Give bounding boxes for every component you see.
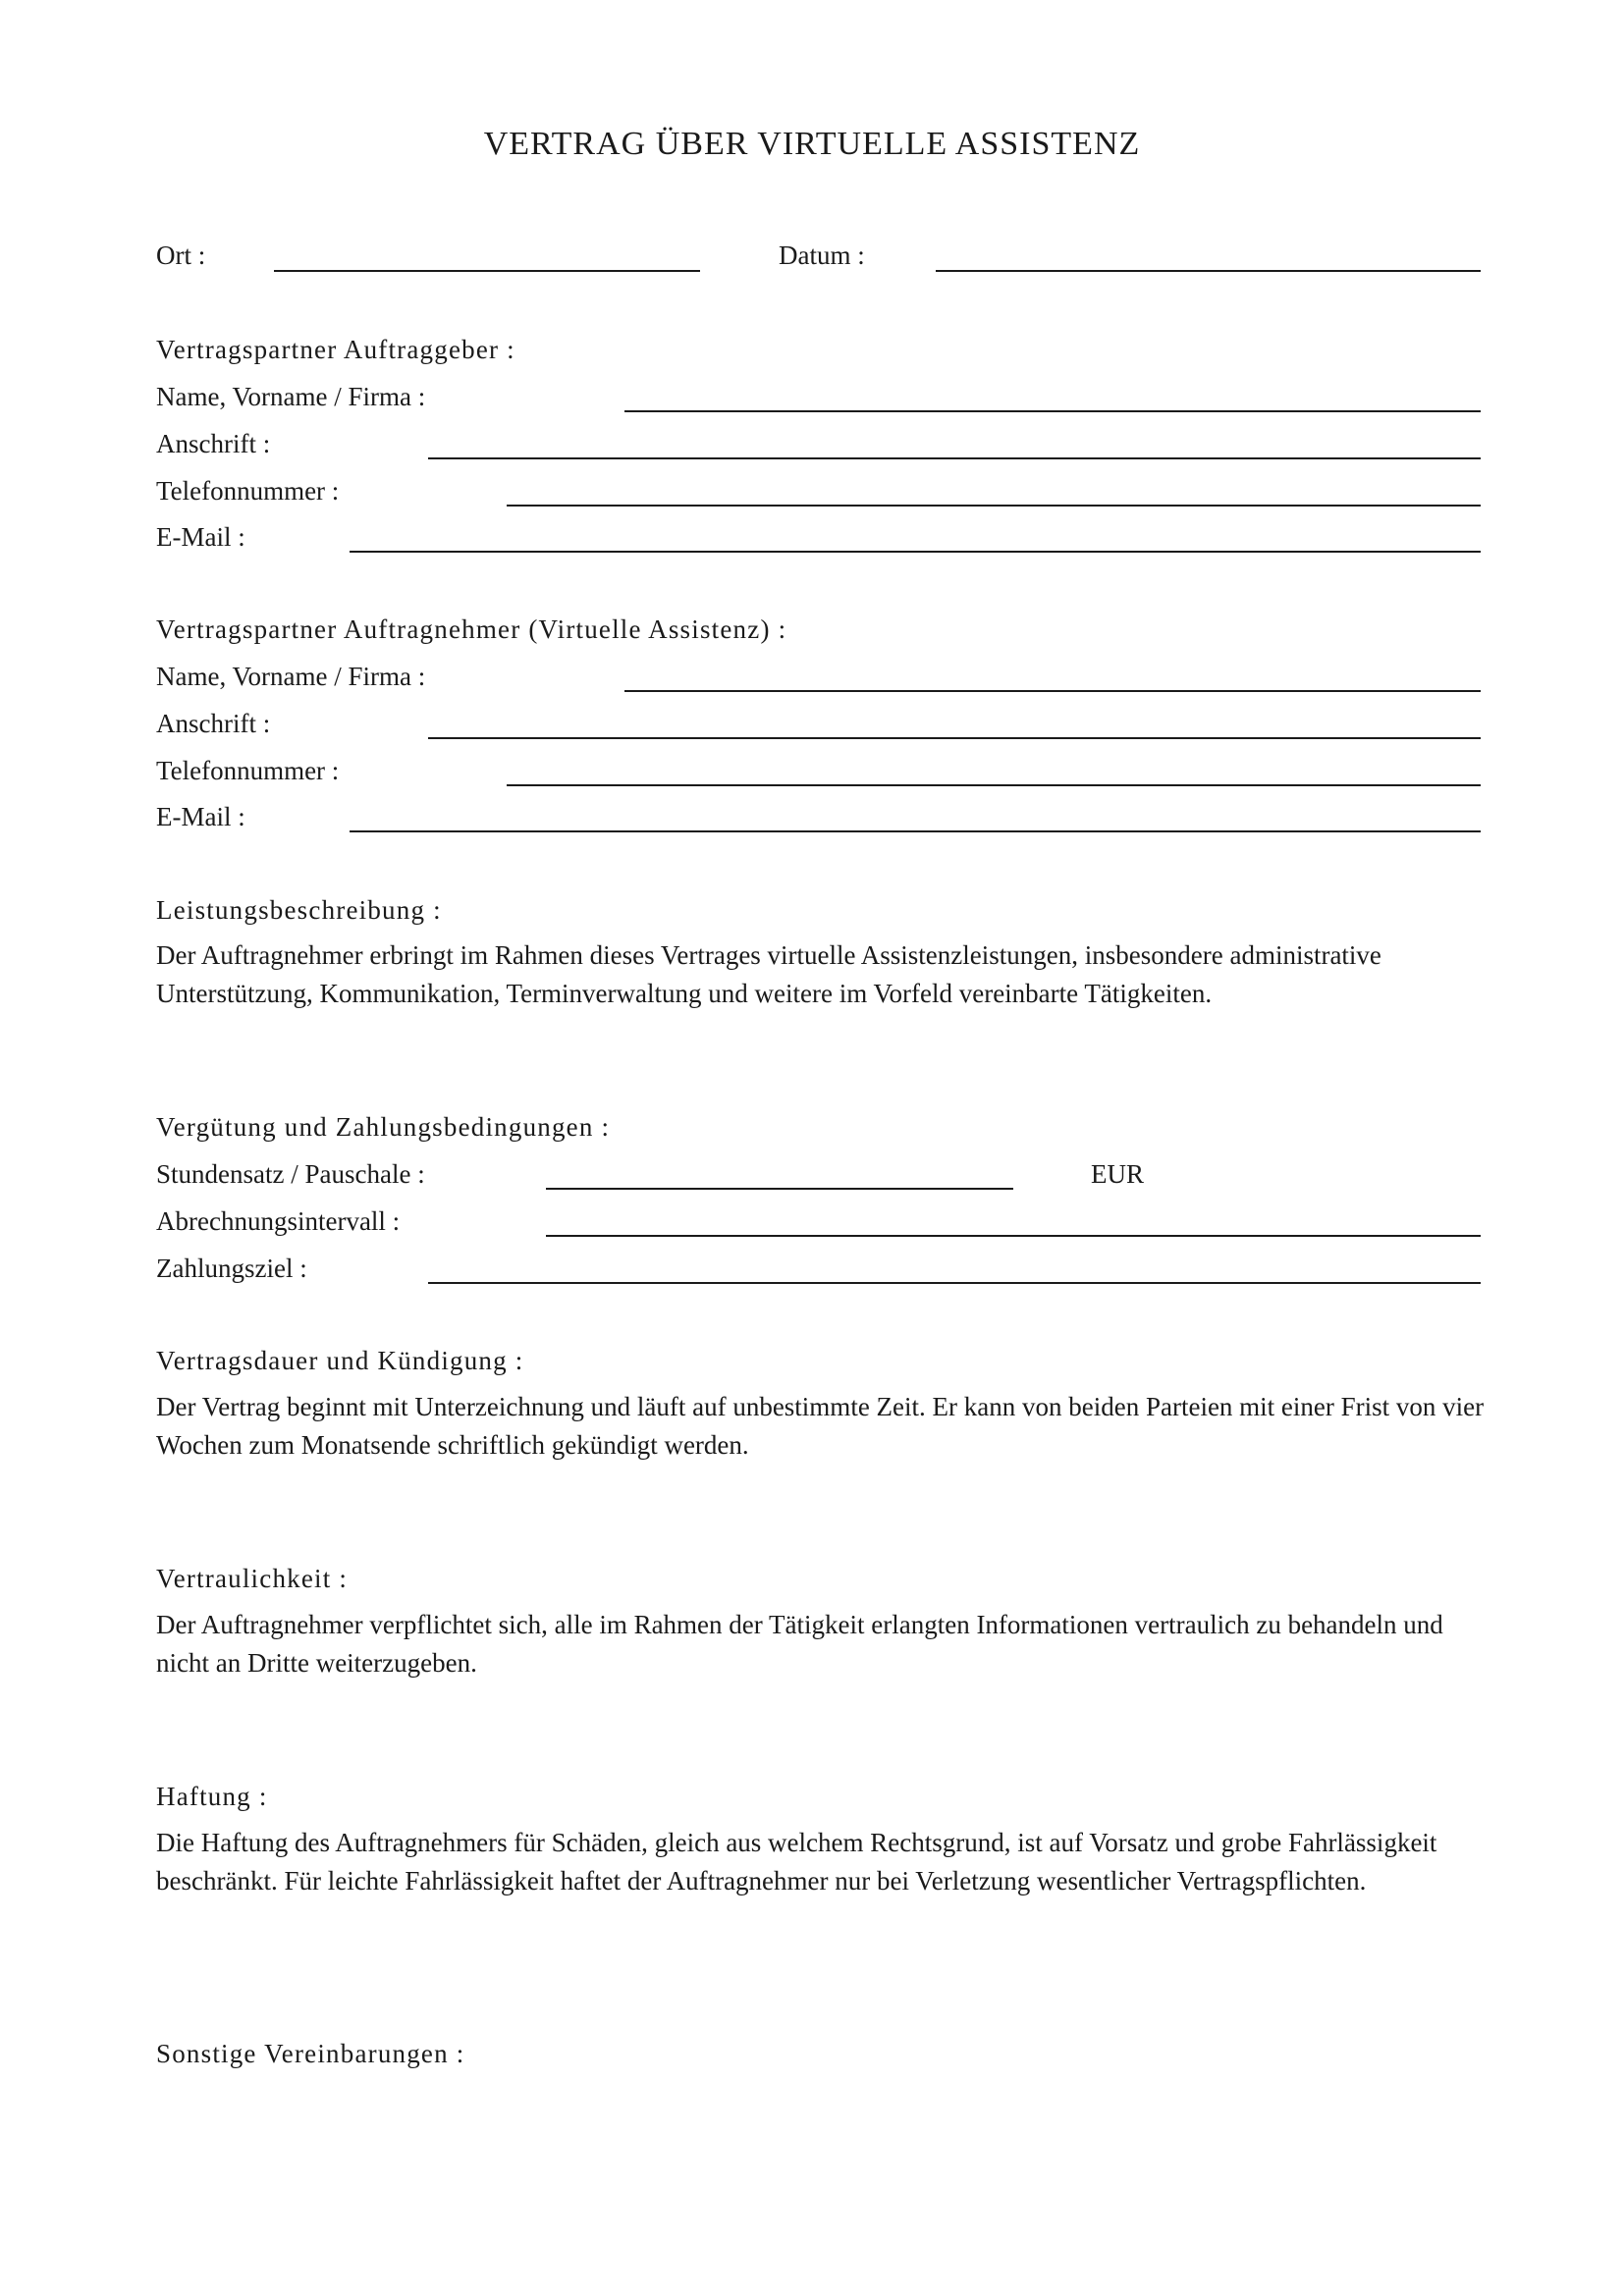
document-title: VERTRAG ÜBER VIRTUELLE ASSISTENZ [483, 126, 1141, 162]
auftraggeber-telefon-label: Telefonnummer : [156, 476, 340, 506]
ort-label: Ort : [156, 240, 206, 270]
auftraggeber-email-label: E-Mail : [156, 522, 245, 552]
currency-label: EUR [1091, 1159, 1144, 1189]
datum-field[interactable] [936, 270, 1481, 272]
auftraggeber-name-label: Name, Vorname / Firma : [156, 382, 426, 411]
datum-label: Datum : [779, 240, 865, 270]
auftragnehmer-email-field[interactable] [350, 830, 1481, 832]
stundensatz-field[interactable] [546, 1188, 1013, 1190]
verguetung-heading: Vergütung und Zahlungsbedingungen : [156, 1112, 611, 1142]
leistung-heading: Leistungsbeschreibung : [156, 895, 442, 925]
zahlungsziel-label: Zahlungsziel : [156, 1254, 307, 1283]
haftung-heading: Haftung : [156, 1782, 268, 1811]
abrechnungsintervall-field[interactable] [546, 1235, 1481, 1237]
auftragnehmer-telefon-field[interactable] [507, 784, 1481, 786]
auftraggeber-anschrift-label: Anschrift : [156, 429, 271, 458]
auftragnehmer-name-label: Name, Vorname / Firma : [156, 662, 426, 691]
vertraulichkeit-heading: Vertraulichkeit : [156, 1564, 349, 1593]
auftragnehmer-name-field[interactable] [624, 690, 1481, 692]
abrechnungsintervall-label: Abrechnungsintervall : [156, 1206, 401, 1236]
vertraulichkeit-text: Der Auftragnehmer verpflichtet sich, alle im Rahmen der Tätigkeit erlangten Informationen vertraulich zu behandeln und nicht an Dritte weiterzugeben. [156, 1610, 1443, 1678]
haftung-text: Die Haftung des Auftragnehmers für Schäden, gleich aus welchem Rechtsgrund, ist auf Vorsatz und grobe Fahrlässigkeit beschränkt. Für leichte Fahrlässigkeit haftet der Auftragnehmer nur bei Verletzung wesentlicher Vertragspflichten. [156, 1828, 1437, 1896]
dauer-text: Der Vertrag beginnt mit Unterzeichnung und läuft auf unbestimmte Zeit. Er kann von beiden Parteien mit einer Frist von vier Wochen zum Monatsende schriftlich gekündigt werden. [156, 1392, 1485, 1460]
leistung-text: Der Auftragnehmer erbringt im Rahmen dieses Vertrages virtuelle Assistenzleistungen, insbesondere administrative Unterstützung, Kommunikation, Terminverwaltung und weitere im Vorfeld vereinbarte Tätigkeiten. [156, 940, 1381, 1008]
auftraggeber-heading: Vertragspartner Auftraggeber : [156, 335, 515, 364]
zahlungsziel-field[interactable] [428, 1282, 1481, 1284]
ort-field[interactable] [274, 270, 700, 272]
auftraggeber-telefon-field[interactable] [507, 505, 1481, 507]
sonstiges-heading: Sonstige Vereinbarungen : [156, 2039, 465, 2068]
stundensatz-label: Stundensatz / Pauschale : [156, 1159, 425, 1189]
auftraggeber-name-field[interactable] [624, 410, 1481, 412]
dauer-heading: Vertragsdauer und Kündigung : [156, 1346, 524, 1375]
auftragnehmer-email-label: E-Mail : [156, 802, 245, 831]
auftraggeber-email-field[interactable] [350, 551, 1481, 553]
auftragnehmer-anschrift-field[interactable] [428, 737, 1481, 739]
auftragnehmer-heading: Vertragspartner Auftragnehmer (Virtuelle Assistenz) : [156, 614, 787, 644]
auftraggeber-anschrift-field[interactable] [428, 457, 1481, 459]
auftragnehmer-anschrift-label: Anschrift : [156, 709, 271, 738]
auftragnehmer-telefon-label: Telefonnummer : [156, 756, 340, 785]
